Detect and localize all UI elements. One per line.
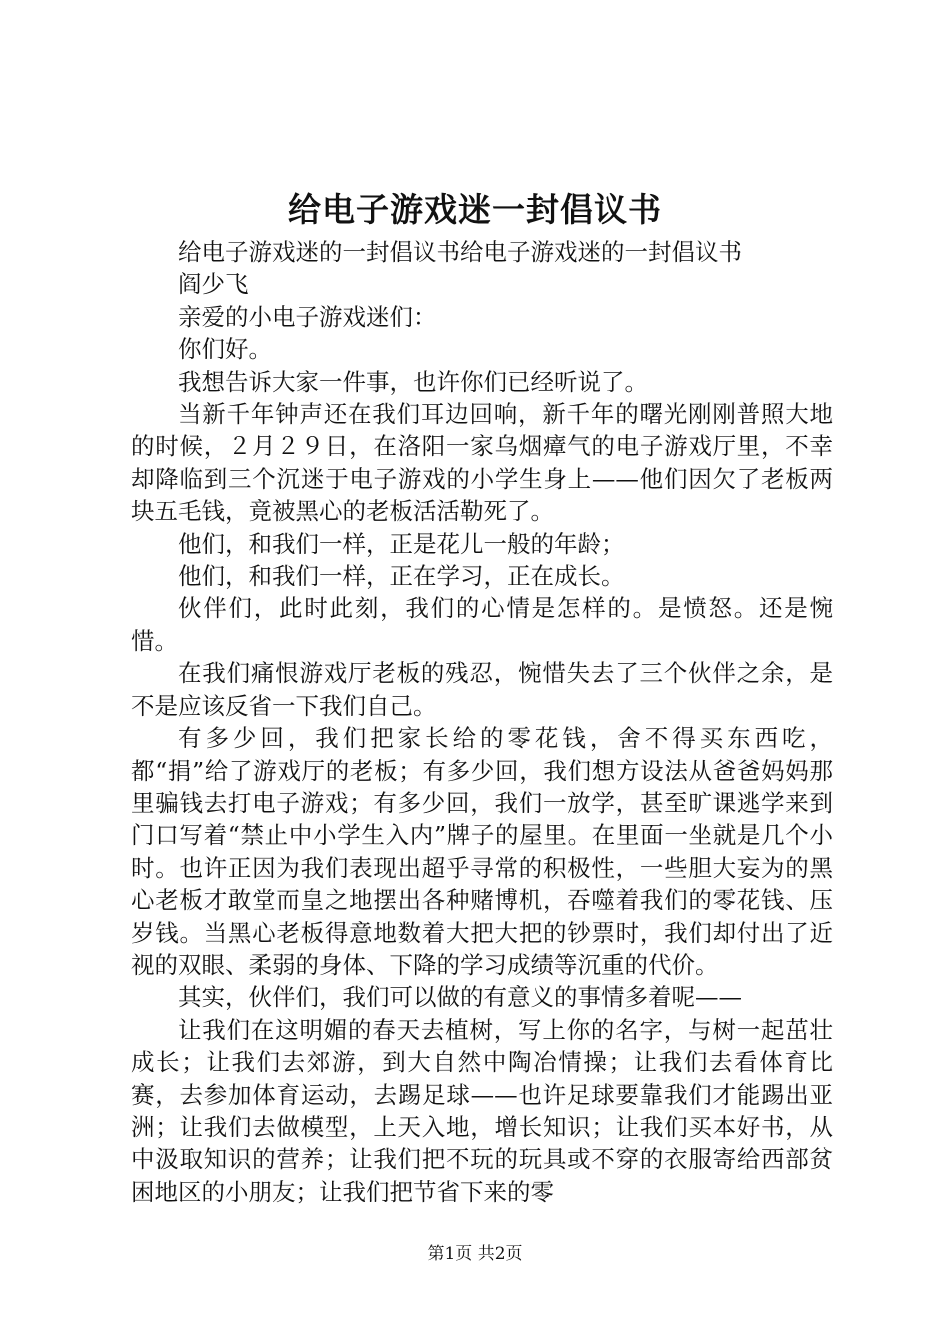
paragraph: 在我们痛恨游戏厅老板的残忍，惋惜失去了三个伙伴之余，是不是应该反省一下我们自己。	[131, 659, 833, 720]
document-body	[131, 236, 833, 1208]
paragraph-heading-repeat: 给电子游戏迷的一封倡议书给电子游戏迷的一封倡议书	[178, 238, 742, 266]
paragraph-salutation: 亲爱的小电子游戏迷们：	[178, 302, 437, 331]
paragraph: 伙伴们，此时此刻，我们的心情是怎样的。是愤怒。还是惋惜。	[131, 594, 833, 655]
paragraph: 我想告诉大家一件事，也许你们已经听说了。	[178, 367, 648, 396]
paragraph-greeting: 你们好。	[178, 335, 272, 364]
paragraph: 有多少回，我们把家长给的零花钱，舍不得买东西吃，都“捐”给了游戏厅的老板；有多少回，我们想方设法从爸爸妈妈那里骗钱去打电子游戏；有多少回，我们一放学，甚至旷课逃学来到门口写着“禁止中小学生入内”牌子的屋里。在里面一坐就是几个小时。也许正因为我们表现出超乎寻常的积极性，一些胆大妄为的黑心老板才敢堂而皇之地摆出各种赌博机，吞噬着我们的零花钱、压岁钱。当黑心老板得意地数着大把大把的钞票时，我们却付出了近视的双眼、柔弱的身体、下降的学习成绩等沉重的代价。	[131, 724, 833, 979]
paragraph: 让我们在这明媚的春天去植树，写上你的名字，与树一起茁壮成长；让我们去郊游，到大自然中陶冶情操；让我们去看体育比赛，去参加体育运动，去踢足球——也许足球要靠我们才能踢出亚洲；让我们去做模型，上天入地，增长知识；让我们买本好书，从中汲取知识的营养；让我们把不玩的玩具或不穿的衣服寄给西部贫困地区的小朋友；让我们把节省下来的零	[131, 1015, 833, 1206]
paragraph: 他们，和我们一样，正在学习，正在成长。	[178, 562, 625, 591]
document-title: 给电子游戏迷一封倡议书	[288, 190, 662, 229]
paragraph: 他们，和我们一样，正是花儿一般的年龄；	[178, 529, 625, 558]
paragraph-author: 阎少飞	[178, 270, 249, 299]
paragraph: 其实，伙伴们，我们可以做的有意义的事情多着呢——	[178, 983, 742, 1012]
paragraph: 当新千年钟声还在我们耳边回响，新千年的曙光刚刚普照大地的时候，２月２９日，在洛阳一家乌烟瘴气的电子游戏厅里，不幸却降临到三个沉迷于电子游戏的小学生身上——他们因欠了老板两块五毛钱，竟被黑心的老板活活勒死了。	[131, 400, 833, 526]
page-number-footer: 第1页 共2页	[427, 1244, 523, 1264]
